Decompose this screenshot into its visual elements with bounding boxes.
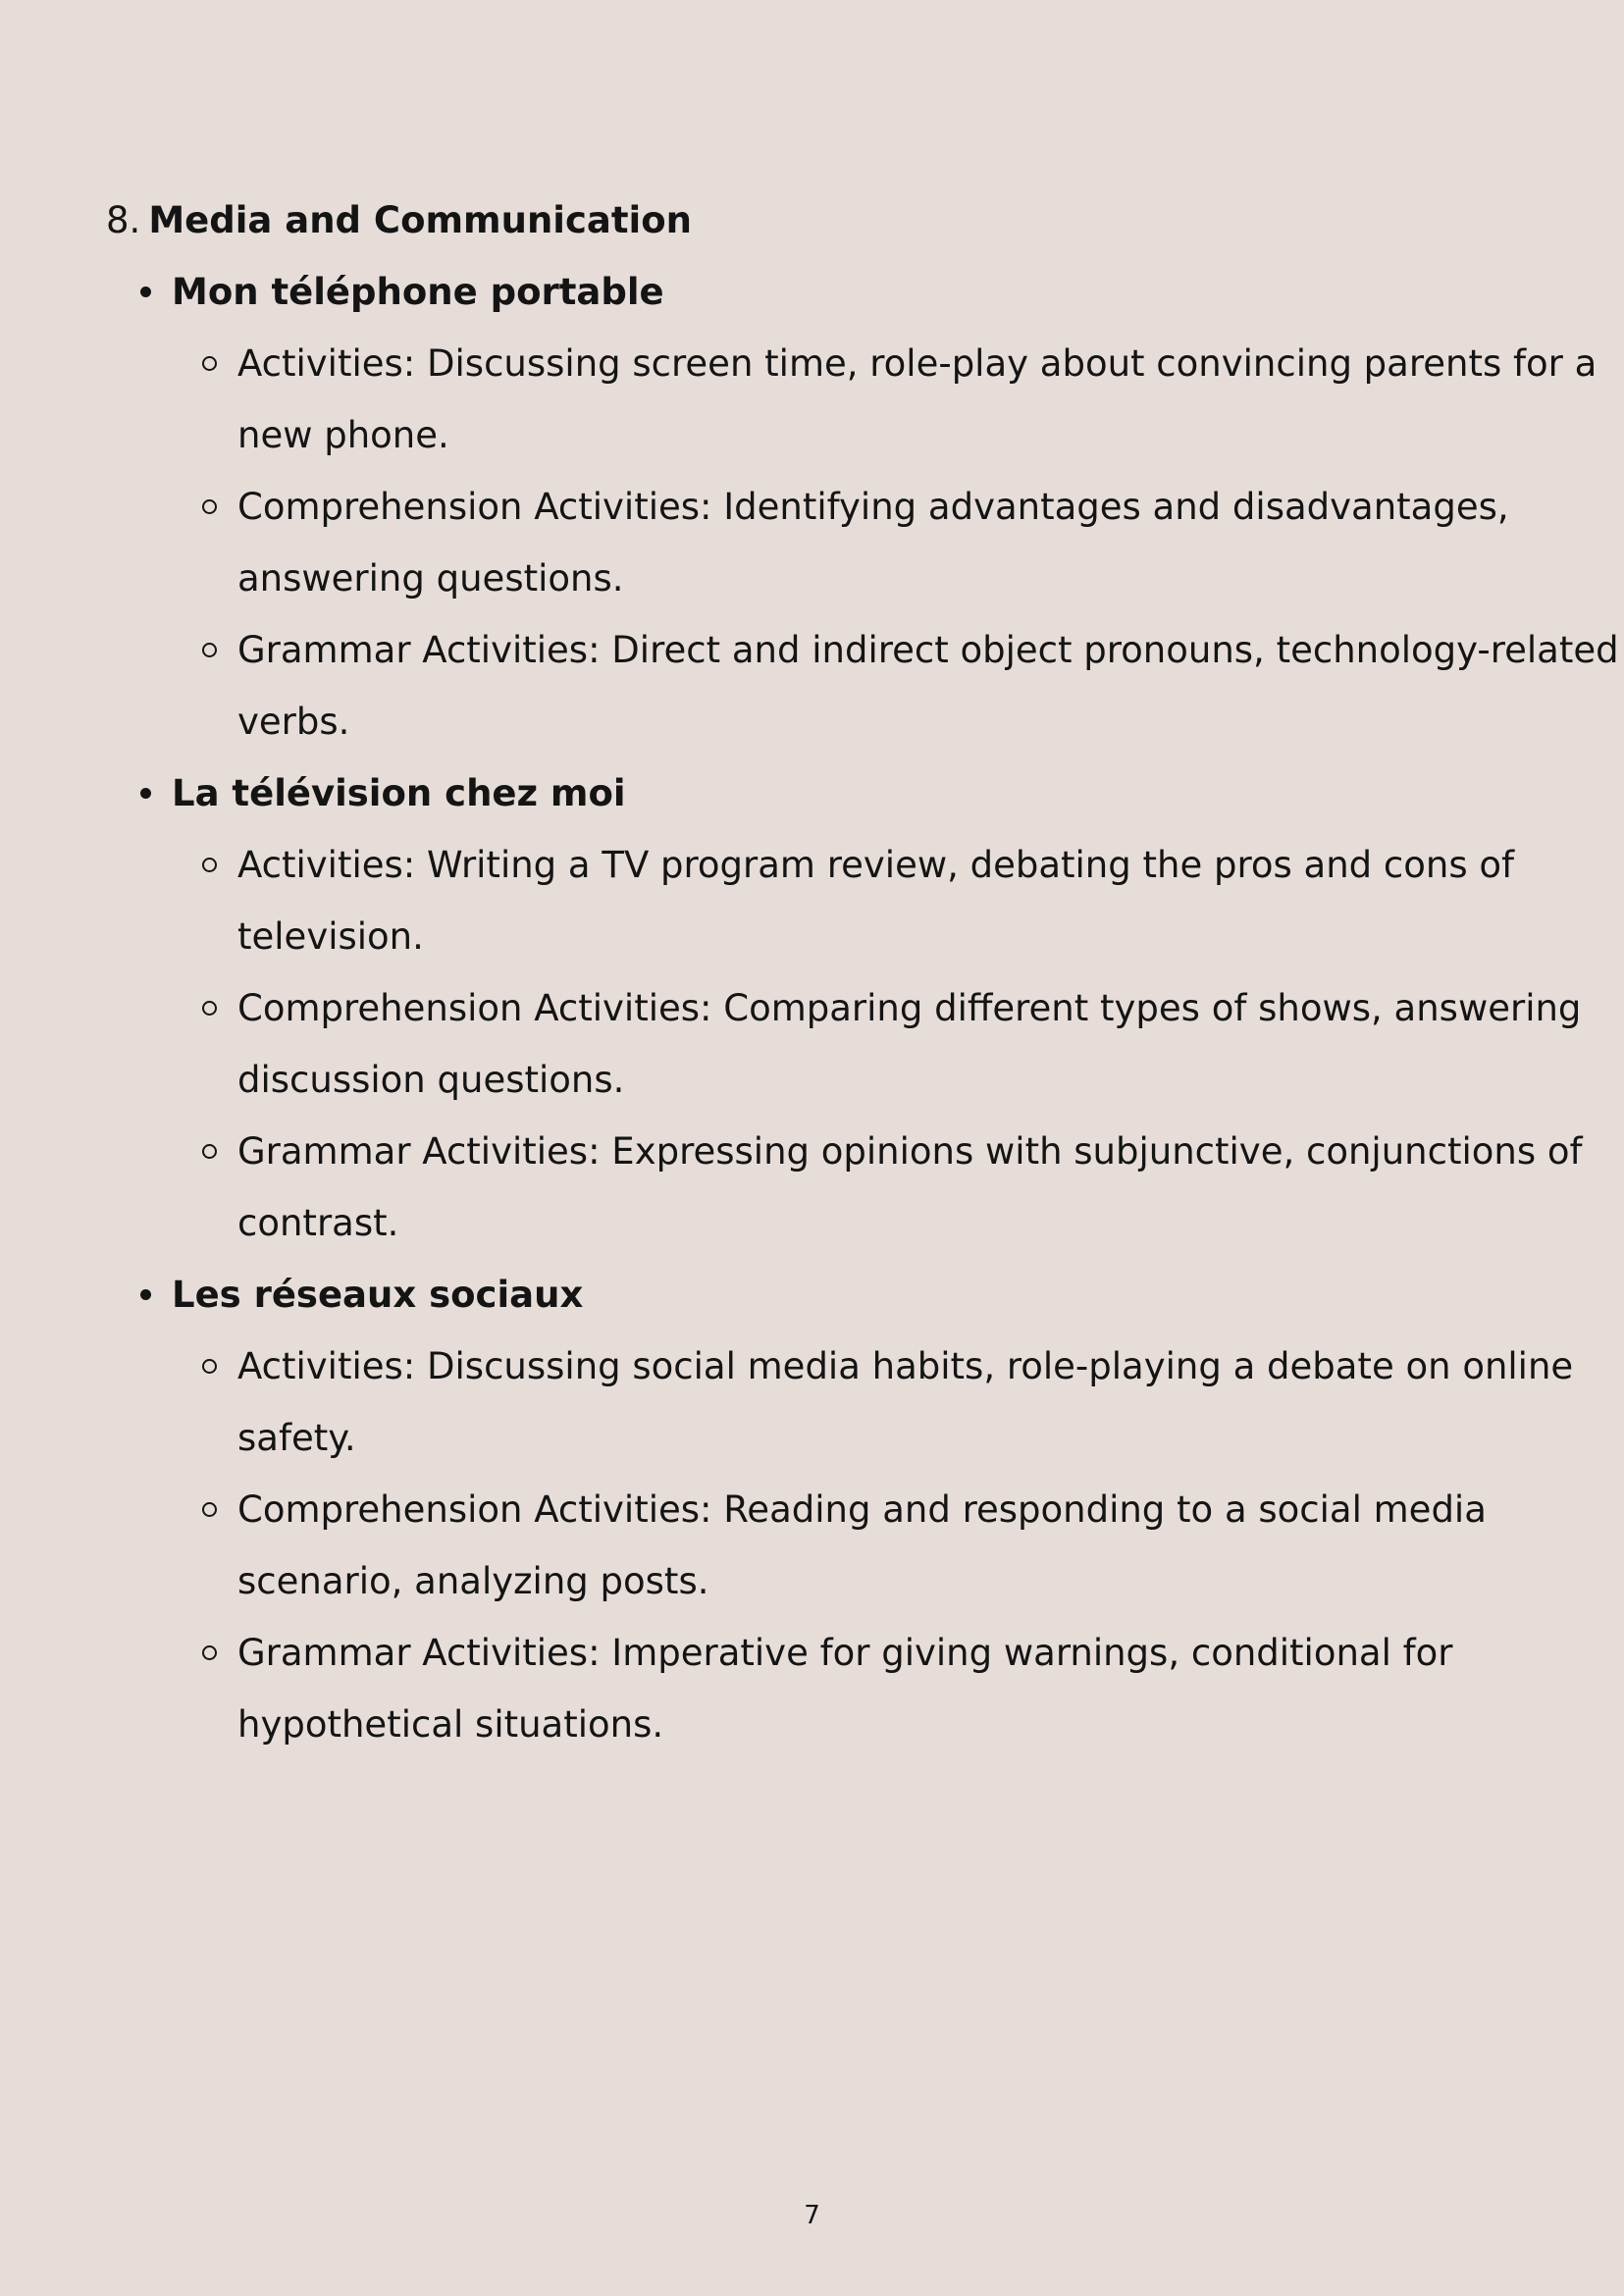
- topic-title: Mon téléphone portable: [172, 271, 664, 313]
- list-item-text: Comprehension Activities: Identifying advantages and disadvantages, answering questions.: [237, 486, 1509, 600]
- list-item-text: Activities: Writing a TV program review, debating the pros and cons of television.: [237, 844, 1515, 958]
- list-item-text: Comprehension Activities: Reading and responding to a social media scenario, analyzing posts.: [237, 1488, 1487, 1602]
- bullet-icon: [140, 788, 151, 799]
- section-title: Media and Communication: [148, 199, 692, 241]
- hollow-bullet-icon: [202, 499, 217, 514]
- topic-title: La télévision chez moi: [172, 772, 626, 814]
- list-item-text: Comprehension Activities: Comparing different types of shows, answering discussion questions.: [237, 987, 1582, 1101]
- hollow-bullet-icon: [202, 858, 217, 872]
- hollow-bullet-icon: [202, 1001, 217, 1016]
- list-item: [106, 471, 1548, 614]
- bullet-icon: [140, 1289, 151, 1300]
- topic-title: Les réseaux sociaux: [172, 1274, 584, 1316]
- hollow-bullet-icon: [202, 643, 217, 657]
- list-item: [106, 1116, 1583, 1259]
- list-item-text: Activities: Discussing screen time, role-play about convincing parents for a new phone.: [237, 342, 1598, 456]
- hollow-bullet-icon: [202, 1502, 217, 1517]
- list-item-text: Grammar Activities: Imperative for giving warnings, conditional for hypothetical situations.: [237, 1632, 1453, 1746]
- list-item: [106, 614, 1619, 757]
- hollow-bullet-icon: [202, 1359, 217, 1374]
- section-heading: [106, 184, 1548, 256]
- list-item: [106, 972, 1582, 1116]
- hollow-bullet-icon: [202, 1144, 217, 1159]
- topic-television: [106, 757, 1583, 1259]
- list-item-text: Activities: Discussing social media habits, role-playing a debate on online safety.: [237, 1345, 1574, 1459]
- page-content: [106, 184, 1619, 1760]
- list-item: [106, 1474, 1548, 1617]
- hollow-bullet-icon: [202, 356, 217, 371]
- page-number: 7: [804, 2201, 820, 2230]
- list-item: [106, 1331, 1574, 1474]
- topic-social-networks: [106, 1259, 1574, 1760]
- section-number: 8.: [106, 199, 141, 241]
- list-item: [106, 328, 1598, 471]
- list-item-text: Grammar Activities: Expressing opinions with subjunctive, conjunctions of contrast.: [237, 1130, 1583, 1244]
- topic-telephone: [106, 256, 1619, 757]
- bullet-icon: [140, 287, 151, 297]
- list-item-text: Grammar Activities: Direct and indirect object pronouns, technology-related verbs.: [237, 629, 1619, 743]
- list-item: [106, 1617, 1548, 1760]
- hollow-bullet-icon: [202, 1645, 217, 1660]
- list-item: [106, 829, 1548, 972]
